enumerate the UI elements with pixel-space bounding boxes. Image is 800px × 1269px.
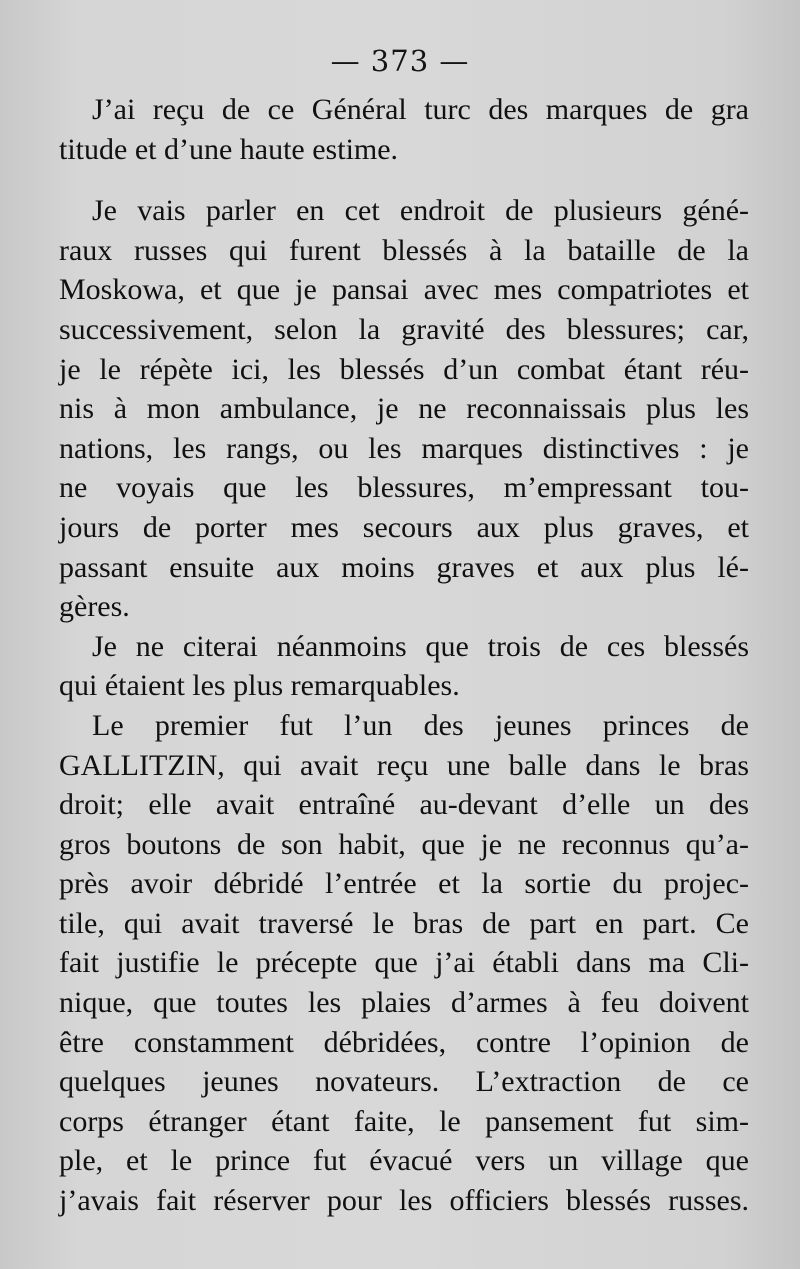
text-line: Je ne citerai néanmoins que trois de ces blessés xyxy=(92,629,749,663)
text-line: J’ai reçu de ce Général turc des marques de gra xyxy=(92,93,749,126)
text-line: GALLITZIN, qui avait reçu une balle dans le bras xyxy=(59,748,749,782)
text-line: être constamment débridées, contre l’opinion de xyxy=(59,1025,749,1059)
text-line: nique, que toutes les plaies d’armes à feu doivent xyxy=(59,986,749,1020)
text-line: passant ensuite aux moins graves et aux plus lé- xyxy=(59,550,749,584)
body-text xyxy=(59,90,749,1221)
text-line: jours de porter mes secours aux plus graves, et xyxy=(59,510,749,544)
text-line: gros boutons de son habit, que je ne reconnus qu’a- xyxy=(59,827,749,861)
text-line: près avoir débridé l’entrée et la sortie du projec- xyxy=(59,867,749,901)
text-line: successivement, selon la gravité des blessures; car, xyxy=(59,312,749,346)
text-line: quelques jeunes novateurs. L’extraction de ce xyxy=(59,1065,749,1099)
text-line: titude et d’une haute estime. xyxy=(59,132,399,166)
text-line: qui étaient les plus remarquables. xyxy=(59,669,460,703)
text-line: raux russes qui furent blessés à la bataille de la xyxy=(59,233,749,267)
text-line: Le premier fut l’un des jeunes princes de xyxy=(92,708,749,742)
text-line: droit; elle avait entraîné au-devant d’elle un des xyxy=(59,788,749,822)
text-line: tile, qui avait traversé le bras de part en part. Ce xyxy=(59,906,749,940)
text-line: Je vais parler en cet endroit de plusieurs géné- xyxy=(92,194,749,228)
text-line: ne voyais que les blessures, m’empressant tou- xyxy=(59,471,749,505)
text-line: ple, et le prince fut évacué vers un village que xyxy=(59,1144,749,1178)
text-line: gères. xyxy=(59,590,130,624)
text-line: corps étranger étant faite, le pansement fut sim- xyxy=(59,1104,749,1138)
text-line: j’avais fait réserver pour les officiers blessés russes. xyxy=(59,1184,749,1218)
text-line: fait justifie le précepte que j’ai établi dans ma Cli- xyxy=(59,946,749,980)
text-line: Moskowa, et que je pansai avec mes compatriotes et xyxy=(59,273,749,307)
text-line: je le répète ici, les blessés d’un combat étant réu- xyxy=(59,352,749,386)
text-line: nis à mon ambulance, je ne reconnaissais plus les xyxy=(59,392,749,426)
text-line: nations, les rangs, ou les marques distinctives : je xyxy=(59,431,749,465)
page-number: — 373 — xyxy=(330,44,470,78)
